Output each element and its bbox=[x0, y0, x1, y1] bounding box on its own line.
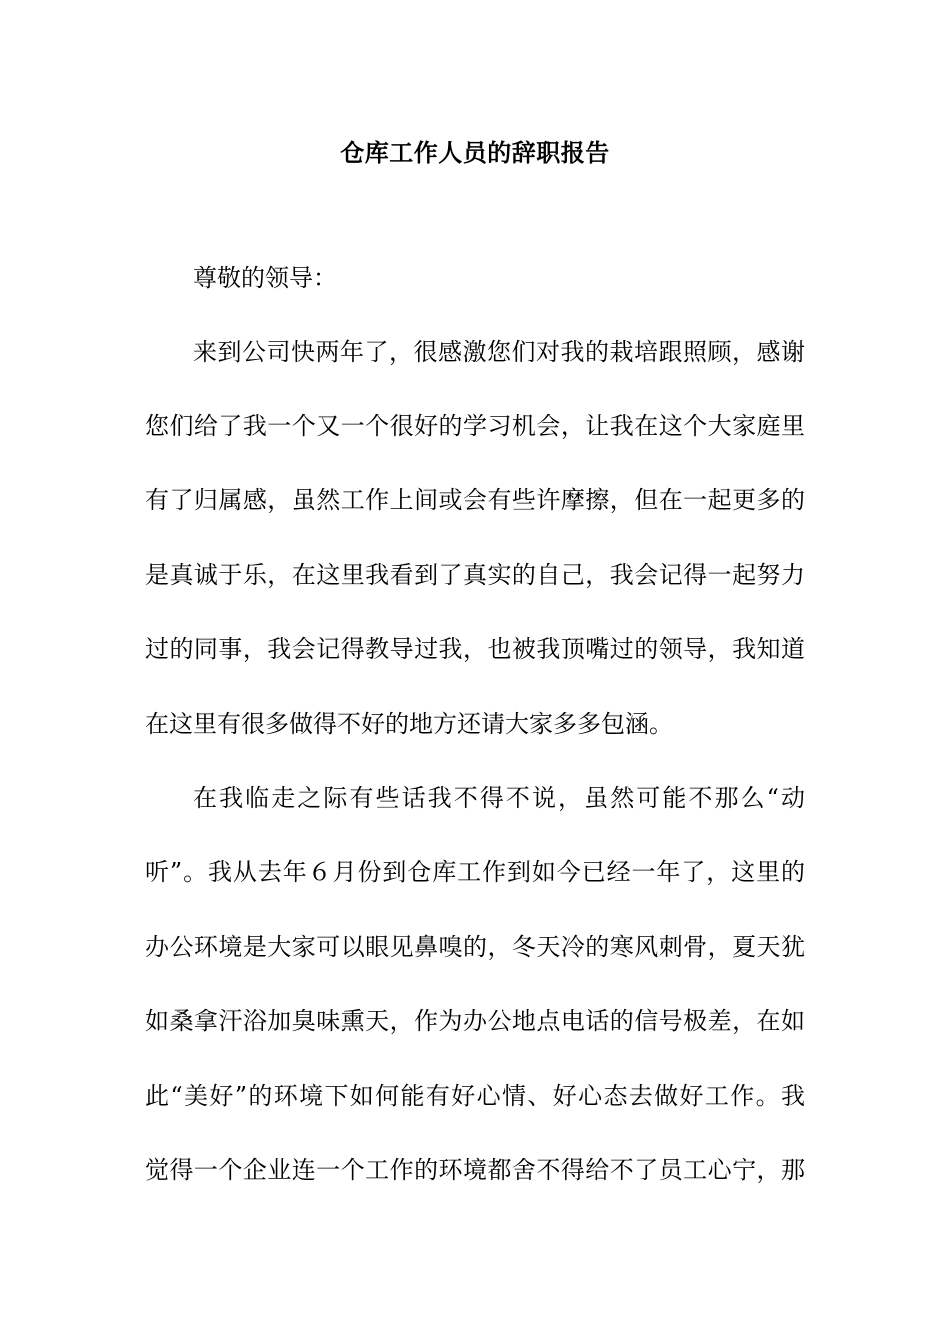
paragraph-line: 此“美好”的环境下如何能有好心情、好心态去做好工作。我 bbox=[145, 1082, 805, 1110]
paragraph-line: 是真诚于乐，在这里我看到了真实的自己，我会记得一起努力 bbox=[145, 561, 805, 589]
paragraph-line: 过的同事，我会记得教导过我，也被我顶嘴过的领导，我知道 bbox=[145, 635, 805, 663]
paragraph-line: 办公环境是大家可以眼见鼻嗅的，冬天冷的寒风刺骨，夏天犹 bbox=[145, 933, 805, 961]
paragraph-line: 来到公司快两年了，很感激您们对我的栽培跟照顾，感谢 bbox=[193, 338, 805, 366]
paragraph-line: 在我临走之际有些话我不得不说，虽然可能不那么“动 bbox=[193, 784, 805, 812]
salutation: 尊敬的领导： bbox=[193, 264, 337, 292]
document-title: 仓库工作人员的辞职报告 bbox=[340, 138, 610, 167]
paragraph-line: 有了归属感，虽然工作上间或会有些许摩擦，但在一起更多的 bbox=[145, 486, 805, 514]
paragraph-line: 您们给了我一个又一个很好的学习机会，让我在这个大家庭里 bbox=[145, 412, 805, 440]
paragraph-line: 在这里有很多做得不好的地方还请大家多多包涵。 bbox=[145, 710, 673, 738]
paragraph-line: 觉得一个企业连一个工作的环境都舍不得给不了员工心宁，那 bbox=[145, 1156, 805, 1184]
paragraph-line: 如桑拿汗浴加臭味熏天，作为办公地点电话的信号极差，在如 bbox=[145, 1007, 805, 1035]
paragraph-line: 听”。我从去年６月份到仓库工作到如今已经一年了，这里的 bbox=[145, 858, 805, 886]
